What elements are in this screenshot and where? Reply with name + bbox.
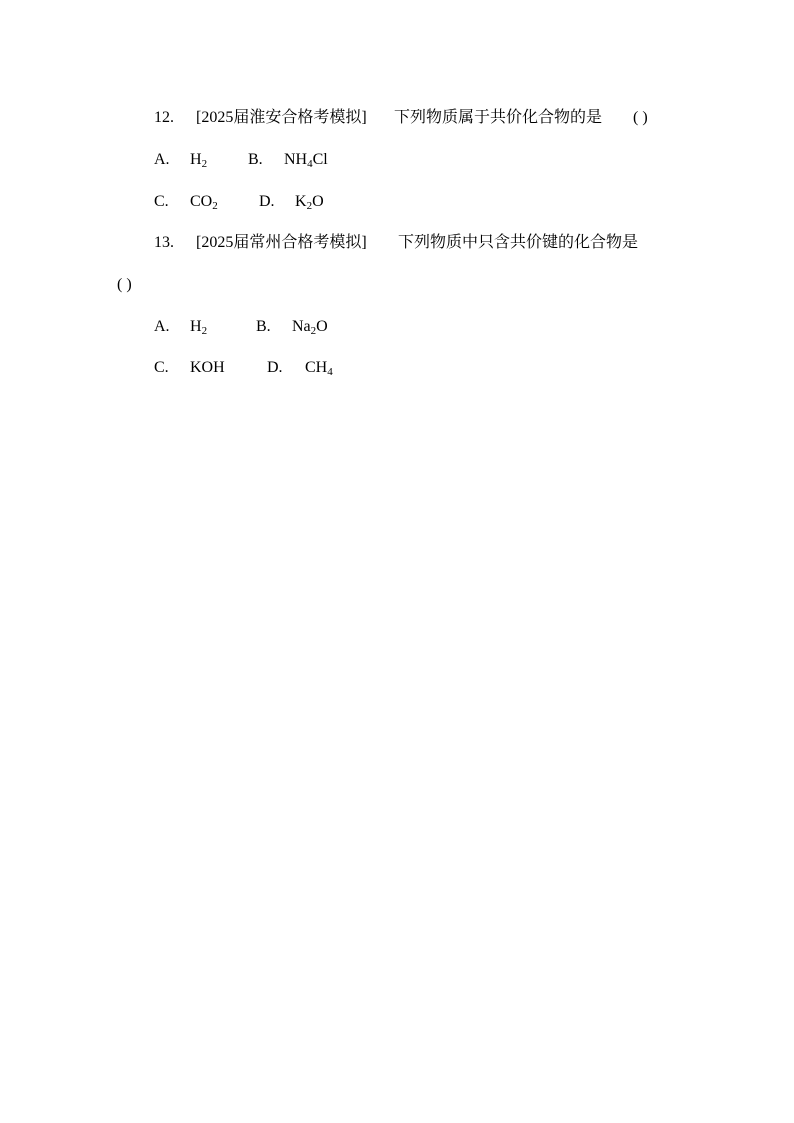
formula-base: Na bbox=[292, 318, 311, 335]
option-formula bbox=[190, 192, 218, 212]
question-13-options-row-1 bbox=[154, 317, 454, 337]
formula-subscript: 4 bbox=[307, 158, 313, 170]
option-formula bbox=[305, 358, 333, 378]
formula-subscript: 2 bbox=[212, 200, 218, 212]
question-source: [2025届淮安合格考模拟] bbox=[196, 109, 367, 126]
answer-blank: ( ) bbox=[633, 109, 648, 126]
option-letter: D. bbox=[267, 359, 283, 376]
option-formula bbox=[292, 317, 328, 337]
option-letter: B. bbox=[248, 151, 263, 168]
question-13-options-row-2 bbox=[154, 358, 454, 378]
option-letter: D. bbox=[259, 193, 275, 210]
question-12-options-row-1 bbox=[154, 150, 454, 170]
formula-subscript: 2 bbox=[310, 325, 317, 337]
formula-base: K bbox=[295, 193, 307, 210]
option-formula bbox=[190, 317, 207, 337]
option-letter: C. bbox=[154, 359, 169, 376]
question-number: 13. bbox=[154, 234, 174, 251]
formula-base: H bbox=[190, 318, 202, 335]
formula-subscript: 2 bbox=[201, 325, 208, 337]
formula-subscript: 2 bbox=[201, 158, 208, 170]
option-letter: B. bbox=[256, 318, 271, 335]
question-12-stem bbox=[154, 108, 694, 128]
question-text: 下列物质中只含共价键的化合物是 bbox=[398, 234, 639, 251]
formula-tail: Cl bbox=[312, 151, 328, 168]
question-12-options-row-2 bbox=[154, 192, 454, 212]
question-number: 12. bbox=[154, 109, 174, 126]
formula-base: CO bbox=[190, 193, 213, 210]
answer-blank: ( ) bbox=[117, 276, 132, 293]
option-formula bbox=[190, 358, 225, 378]
question-13-stem bbox=[154, 233, 694, 253]
option-letter: C. bbox=[154, 193, 169, 210]
question-source: [2025届常州合格考模拟] bbox=[196, 234, 367, 251]
question-13-blank-line bbox=[117, 275, 217, 295]
option-formula bbox=[295, 192, 324, 212]
formula-subscript: 2 bbox=[306, 200, 313, 212]
question-text: 下列物质属于共价化合物的是 bbox=[394, 109, 603, 126]
formula-base: KOH bbox=[190, 359, 225, 376]
option-formula bbox=[190, 150, 207, 170]
formula-base: H bbox=[190, 151, 202, 168]
formula-tail: O bbox=[312, 193, 324, 210]
option-letter: A. bbox=[154, 318, 170, 335]
option-formula bbox=[284, 150, 328, 170]
formula-tail: O bbox=[316, 318, 328, 335]
formula-base: CH bbox=[305, 359, 328, 376]
option-letter: A. bbox=[154, 151, 170, 168]
formula-subscript: 4 bbox=[327, 366, 333, 378]
formula-base: NH bbox=[284, 151, 308, 168]
